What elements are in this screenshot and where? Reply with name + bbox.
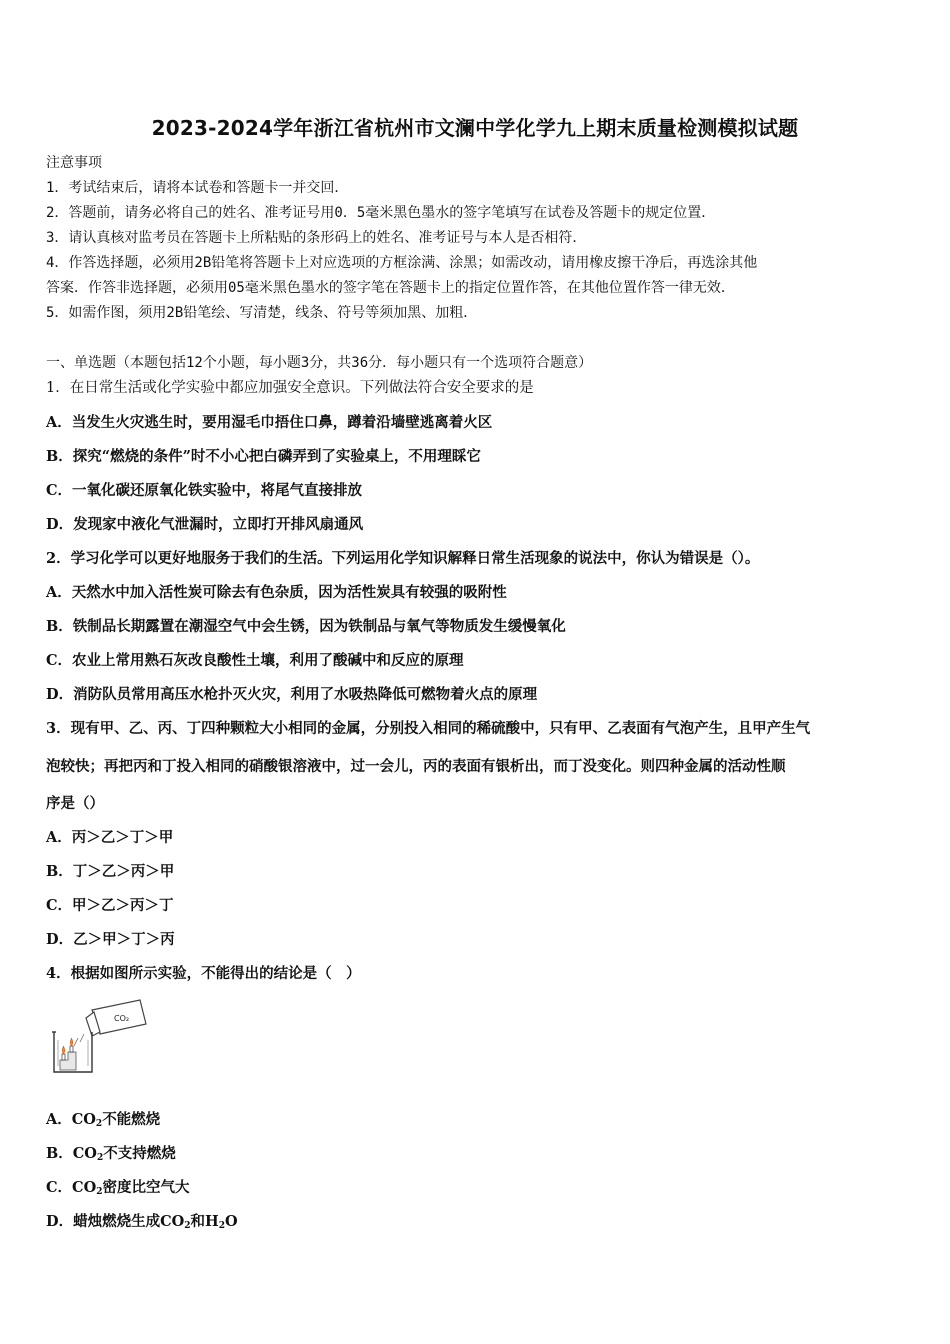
question-1-option-d: D．发现家中液化气泄漏时，立即打开排风扇通风 bbox=[46, 516, 364, 533]
notice-item: 2．答题前，请务必将自己的姓名、准考证号用0．5毫米黑色墨水的签字笔填写在试卷及答题卡的规定位置． bbox=[46, 205, 716, 221]
co2-pouring-experiment-figure bbox=[48, 996, 152, 1076]
notice-item: 4．作答选择题，必须用2B铅笔将答题卡上对应选项的方框涂满、涂黑；如需改动，请用橡皮擦干净后，再选涂其他 bbox=[46, 255, 758, 271]
notice-heading: 注意事项 bbox=[46, 155, 102, 171]
question-1-option-c: C．一氧化碳还原氧化铁实验中，将尾气直接排放 bbox=[46, 482, 363, 499]
question-2-option-b: B．铁制品长期露置在潮湿空气中会生锈，因为铁制品与氧气等物质发生缓慢氧化 bbox=[46, 618, 566, 635]
question-4-stem: 4．根据如图所示实验，不能得出的结论是（ ） bbox=[46, 965, 361, 982]
question-1-option-b: B．探究“燃烧的条件”时不小心把白磷弄到了实验桌上，不用理睬它 bbox=[46, 448, 481, 465]
question-3-option-d: D．乙＞甲＞丁＞丙 bbox=[46, 931, 175, 948]
question-2-option-c: C．农业上常用熟石灰改良酸性土壤，利用了酸碱中和反应的原理 bbox=[46, 652, 464, 669]
notice-item: 3．请认真核对监考员在答题卡上所粘贴的条形码上的姓名、准考证号与本人是否相符． bbox=[46, 230, 587, 246]
question-4-option-a: A．$CO_2$不能燃烧 bbox=[46, 1111, 161, 1129]
notice-item: 答案．作答非选择题，必须用05毫米黑色墨水的签字笔在答题卡上的指定位置作答，在其他位置作答一律无效． bbox=[46, 280, 735, 296]
candle-stand-icon bbox=[60, 1038, 76, 1070]
question-3-option-b: B．丁＞乙＞丙＞甲 bbox=[46, 863, 175, 880]
question-3-option-a: A．丙＞乙＞丁＞甲 bbox=[46, 829, 174, 846]
figure-co2-label: CO₂ bbox=[114, 1014, 130, 1023]
question-2-option-a: A．天然水中加入活性炭可除去有色杂质，因为活性炭具有较强的吸附性 bbox=[46, 584, 507, 601]
question-4-option-b: B．$CO_2$不支持燃烧 bbox=[46, 1145, 176, 1163]
page-title: 2023-2024学年浙江省杭州市文澜中学化学九上期末质量检测模拟试题 bbox=[151, 116, 799, 140]
question-2-option-d: D．消防队员常用高压水枪扑灭火灾，利用了水吸热降低可燃物着火点的原理 bbox=[46, 686, 538, 703]
question-3-option-c: C．甲＞乙＞丙＞丁 bbox=[46, 897, 174, 914]
notice-item: 5．如需作图，须用2B铅笔绘、写清楚，线条、符号等须加黑、加粗． bbox=[46, 305, 478, 321]
question-4-option-c: C．$CO_2$密度比空气大 bbox=[46, 1179, 190, 1197]
gas-flow-icon bbox=[74, 1034, 84, 1046]
gas-jar-icon bbox=[86, 1000, 146, 1036]
question-3-stem-line-3: 序是（） bbox=[46, 795, 104, 812]
question-4-option-d: D．蜡烛燃烧生成$CO_2$和$H_2O$ bbox=[46, 1213, 238, 1231]
notice-item: 1．考试结束后，请将本试卷和答题卡一并交回． bbox=[46, 180, 349, 196]
question-3-stem-line-2: 泡较快；再把丙和丁投入相同的硝酸银溶液中，过一会儿，丙的表面有银析出，而丁没变化。则四种金属的活动性顺 bbox=[46, 758, 786, 775]
question-1-stem: 1．在日常生活或化学实验中都应加强安全意识。下列做法符合安全要求的是 bbox=[46, 380, 534, 396]
question-3-stem-line-1: 3．现有甲、乙、丙、丁四种颗粒大小相同的金属，分别投入相同的稀硫酸中，只有甲、乙表面有气泡产生，且甲产生气 bbox=[46, 720, 811, 737]
question-2-stem: 2．学习化学可以更好地服务于我们的生活。下列运用化学知识解释日常生活现象的说法中，你认为错误是（）。 bbox=[46, 550, 760, 567]
section-heading: 一、单选题（本题包括12个小题，每小题3分，共36分．每小题只有一个选项符合题意） bbox=[46, 355, 593, 371]
question-1-option-a: A．当发生火灾逃生时，要用湿毛巾捂住口鼻，蹲着沿墙壁逃离着火区 bbox=[46, 414, 493, 431]
